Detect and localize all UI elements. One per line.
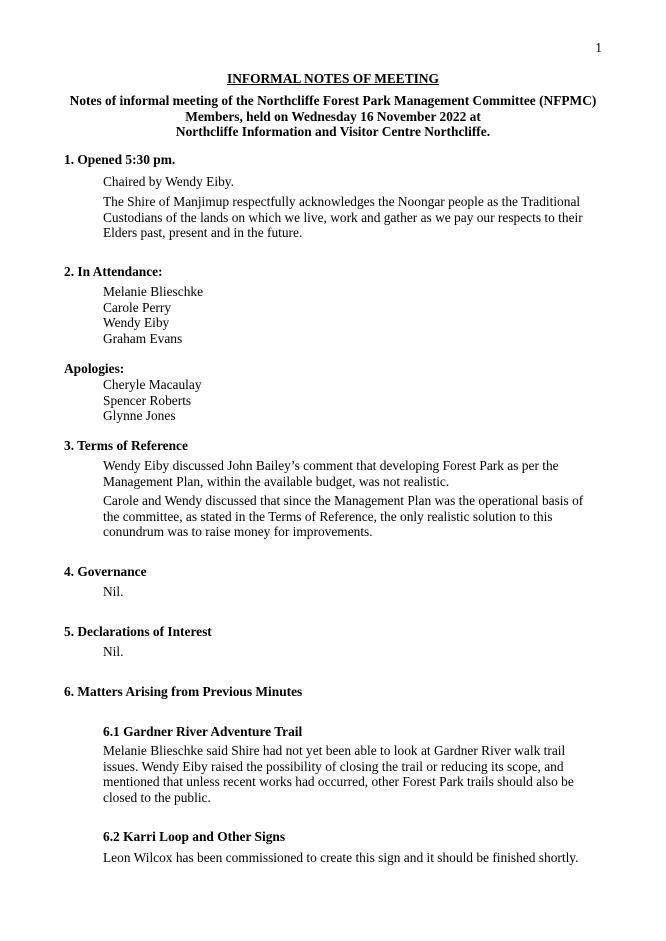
document-title: INFORMAL NOTES OF MEETING — [227, 71, 439, 86]
list-item: Carole Perry — [103, 299, 172, 315]
gardner-river-text: Melanie Blieschke said Shire had not yet been able to look at Gardner River walk trail issues. Wendy Eiby raised the possibility of closing the trail or reducing its scope, and mentioned that unless recent works had occurred, other Forest Park trails should also be closed to the public. — [103, 743, 574, 805]
subsection-heading-gardner-river: 6.1 Gardner River Adventure Trail — [103, 724, 303, 739]
section-heading-attendance: 2. In Attendance: — [64, 264, 163, 279]
section-heading-terms: 3. Terms of Reference — [64, 438, 188, 453]
intro-line: Northcliffe Information and Visitor Centre Northcliffe. — [175, 124, 491, 140]
section-heading-opened: 1. Opened 5:30 pm. — [64, 152, 176, 167]
chaired-by-text: Chaired by Wendy Eiby. — [103, 174, 234, 189]
section-heading-declarations: 5. Declarations of Interest — [64, 624, 212, 639]
list-item: Wendy Eiby — [103, 315, 170, 331]
section-heading-governance: 4. Governance — [64, 564, 147, 579]
governance-text: Nil. — [103, 584, 124, 599]
list-item: Graham Evans — [103, 330, 183, 346]
acknowledgement-text: The Shire of Manjimup respectfully acknowledges the Noongar people as the Traditional Custodians of the lands on which we live, work and gather as we pay our respects to their Elders past, present and in the future. — [103, 194, 583, 241]
list-item: Spencer Roberts — [103, 392, 192, 408]
apologies-list — [103, 377, 202, 424]
terms-paragraph-1: Wendy Eiby discussed John Bailey’s comment that developing Forest Park as per the Management Plan, within the available budget, was not realistic. — [103, 458, 559, 489]
list-item: Cheryle Macaulay — [103, 377, 202, 392]
page-number: 1 — [595, 40, 602, 55]
intro-line: Notes of informal meeting of the Northcliffe Forest Park Management Committee (NFPMC) — [69, 93, 597, 108]
intro-line: Members, held on Wednesday 16 November 2022 at — [185, 108, 481, 124]
declarations-text: Nil. — [103, 644, 124, 659]
terms-paragraph-2: Carole and Wendy discussed that since the Management Plan was the operational basis of the committee, as stated in the Terms of Reference, the only realistic solution to this conundrum was to raise money for improvements. — [103, 493, 584, 540]
subsection-heading-karri-loop: 6.2 Karri Loop and Other Signs — [103, 829, 286, 844]
attendance-list — [103, 284, 203, 346]
section-heading-apologies: Apologies: — [64, 361, 125, 376]
list-item: Glynne Jones — [103, 408, 176, 424]
list-item: Melanie Blieschke — [103, 284, 204, 299]
section-heading-matters-arising: 6. Matters Arising from Previous Minutes — [64, 684, 303, 699]
meeting-intro — [0, 93, 666, 140]
karri-loop-text: Leon Wilcox has been commissioned to create this sign and it should be finished shortly. — [103, 850, 579, 865]
